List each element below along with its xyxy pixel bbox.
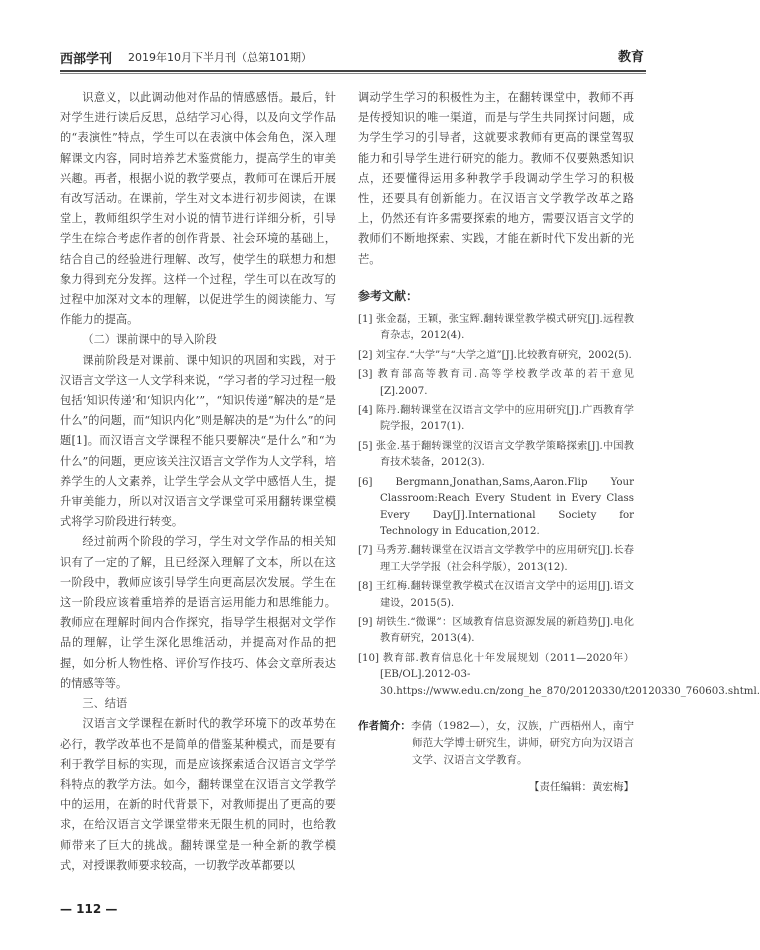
reference-item: [10] 教育部.教育信息化十年发展规划（2011—2020年）[EB/OL].2012-03-30.https://www.edu.cn/zong_he_870/20120330/t20120330_760603.shtml.	[358, 652, 760, 697]
references-list	[358, 312, 760, 700]
left-column	[60, 88, 336, 876]
section-heading: 三、结语	[82, 697, 128, 711]
body-paragraph: 课前阶段是对课前、课中知识的巩固和实践，对于汉语言文学这一人文学科来说，“学习者的学习过程一般包括‘知识传递’和‘知识内化’”，“知识传递”解决的是“是什么”的问题，而“知识内化”则是解决的是“为什么”的问题[1]。而汉语言文学课程不能只要解决“是什么”和“为什么”的问题，更应该关注汉语言文学作为人文学科，培养学生的人文素养，让学生学会从文学中感悟人生，提升审美能力，所以对汉语言文学课堂可采用翻转课堂模式将学习阶段进行转变。	[60, 353, 336, 529]
header-rule-thin	[60, 73, 646, 74]
reference-item: [9] 胡铁生.“微课”：区域教育信息资源发展的新趋势[J].电化教育研究，2013(4).	[358, 616, 634, 645]
reference-item: [1] 张金磊，王颖，张宝辉.翻转课堂教学模式研究[J].远程教育杂志，2012(4).	[358, 314, 634, 342]
reference-item: [3] 教育部高等教育司.高等学校教学改革的若干意见[Z].2007.	[358, 369, 634, 397]
running-header	[60, 46, 646, 68]
section-label: 教育	[617, 50, 644, 65]
page-number: — 112 —	[60, 902, 118, 916]
body-paragraph: 汉语言文学课程在新时代的教学环境下的改革势在必行，教学改革也不是简单的借鉴某种模式，而是要有利于教学目标的实现，而是应该探索适合汉语言文学学科特点的教学方法。如今，翻转课堂在汉语言文学教学中的运用，在新的时代背景下，对教师提出了更高的要求，在给汉语言文学课堂带来无限生机的同时，也给教师带来了巨大的挑战。翻转课堂是一种全新的教学模式，对授课教师要求较高，一切教学改革都要以	[60, 717, 336, 872]
reference-item: [6] Bergmann,Jonathan,Sams,Aaron.Flip Your Classroom:Reach Every Student in Every Class Every Day[J].International Society for Technology in Education,2012.	[358, 476, 634, 537]
body-paragraph: 经过前两个阶段的学习，学生对文学作品的相关知识有了一定的了解，且已经深入理解了文本，所以在这一阶段中，教师应该引导学生向更高层次发展。学生在这一阶段应该着重培养的是语言运用能力和思维能力。教师应在理解时间内合作探究，指导学生根据对文学作品的理解，让学生深化思维活动，并提高对作品的把握，如分析人物性格、评价写作技巧、体会文章所表达的情感等等。	[60, 535, 336, 690]
author-label: 作者简介：	[358, 719, 412, 732]
body-paragraph: 识意义，以此调动他对作品的情感感悟。最后，针对学生进行读后反思，总结学习心得，以及向文学作品的“表演性”特点，学生可以在表演中体会角色，深入理解课文内容，同时培养艺术鉴赏能力，提高学生的审美兴趣。再者，根据小说的教学要点，教师可在课后开展有改写活动。在课前，学生对文本进行初步阅读，在课堂上，教师组织学生对小说的情节进行详细分析，引导学生在综合考虑作者的创作背景、社会环境的基础上，结合自己的经验进行理解、改写，使学生的联想力和想象力得到充分发挥。这样一个过程，学生可以在改写的过程中加深对文本的理解，以促进学生的阅读能力、写作能力的提高。	[60, 91, 336, 327]
journal-name: 西部学刊	[60, 52, 113, 67]
body-paragraph: 调动学生学习的积极性为主，在翻转课堂中，教师不再是传授知识的唯一渠道，而是与学生共同探讨问题，成为学生学习的引导者，这就要求教师有更高的课堂驾驭能力和引导学生进行研究的能力。教师不仅要熟悉知识点，还要懂得运用多种教学手段调动学生学习的积极性，还要具有创新能力。在汉语言文学教学改革之路上，仍然还有许多需要探索的地方，需要汉语言文学的教师们不断地探索、实践，才能在新时代下发出新的光芒。	[358, 91, 634, 266]
reference-item: [8] 王红梅.翻转课堂教学模式在汉语言文学中的运用[J].语文建设，2015(5).	[358, 581, 634, 609]
author-text: 李倩（1982—），女，汉族，广西梧州人，南宁师范大学博士研究生，讲师，研究方向为汉语言文学、汉语言文学教育。	[411, 719, 634, 766]
reference-item: [5] 张金.基于翻转课堂的汉语言文学教学策略探索[J].中国教育技术装备，2012(3).	[358, 440, 634, 469]
header-rule	[60, 70, 646, 72]
author-bio	[358, 718, 634, 769]
editor-note: 【责任编辑：黄宏梅】	[529, 780, 634, 793]
reference-item: [2] 刘宝存.“大学”与“大学之道”[J].比较教育研究，2002(5).	[358, 349, 632, 361]
reference-item: [4] 陈丹.翻转课堂在汉语言文学中的应用研究[J].广西教育学院学报，2017(1).	[358, 405, 634, 433]
reference-item: [7] 马秀芳.翻转课堂在汉语言文学教学中的应用研究[J].长春理工大学学报（社会科学版），2013(12).	[358, 545, 634, 573]
references-title: 参考文献：	[358, 288, 419, 303]
right-column	[358, 88, 760, 797]
subsection-heading: （二）课前课中的导入阶段	[82, 333, 217, 347]
issue-info: 2019年10月下半月刊（总第101期）	[128, 51, 312, 64]
